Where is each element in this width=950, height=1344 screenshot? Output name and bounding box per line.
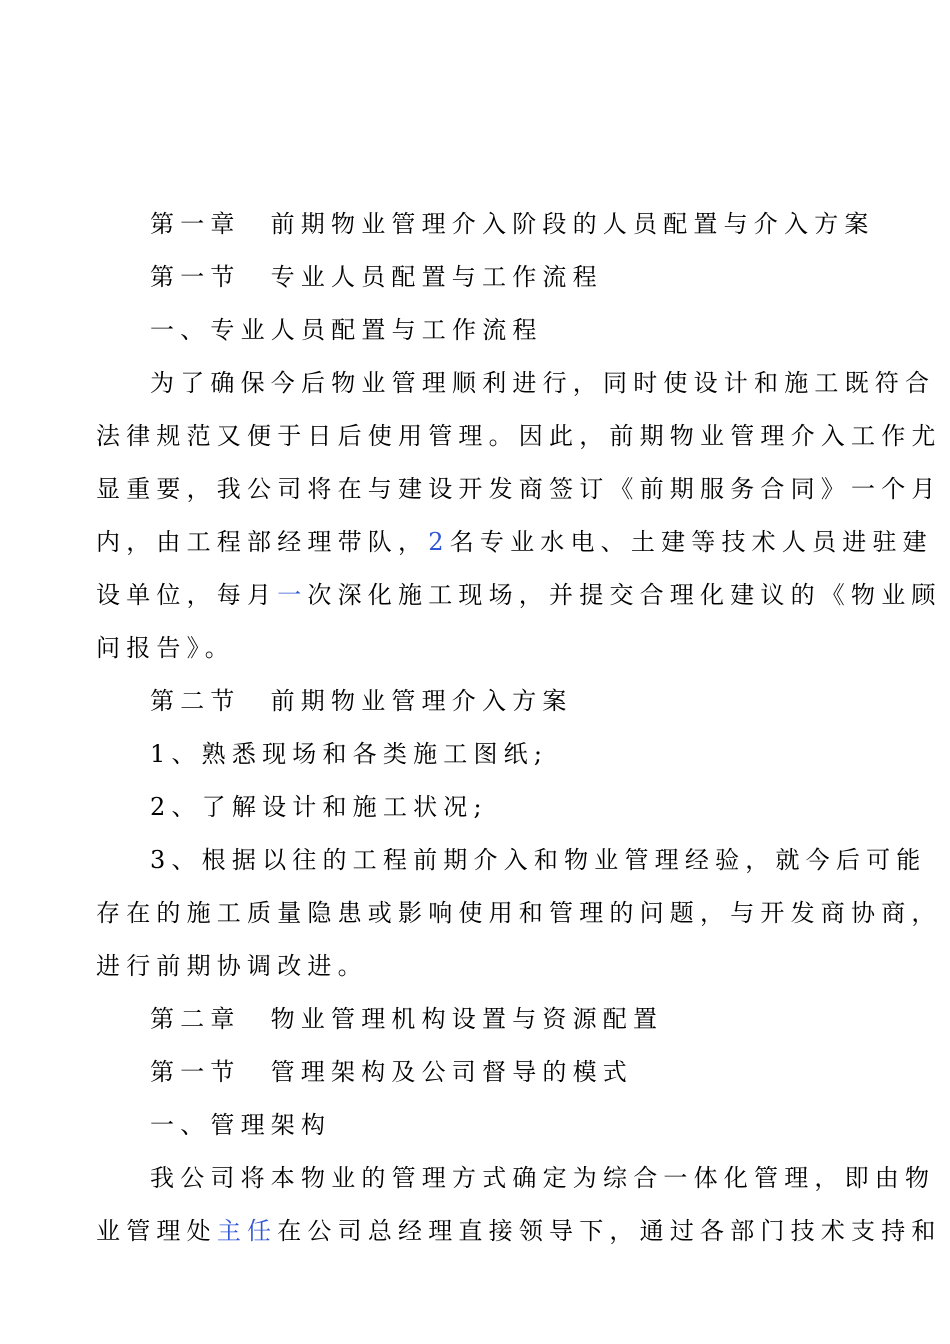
chapter-1-heading xyxy=(150,204,876,244)
text-run: 名专业水电、土建等技术人员进驻建 xyxy=(449,528,933,556)
paragraph-line: 问报告》。 xyxy=(96,634,235,662)
list-item: 1、熟悉现场和各类施工图纸; xyxy=(150,740,549,768)
paragraph-line: 显重要，我公司将在与建设开发商签订《前期服务合同》一个月 xyxy=(96,475,942,503)
section-number: 第一节 xyxy=(150,263,241,291)
section-number: 第一节 xyxy=(150,1058,241,1086)
list-item-continuation: 进行前期协调改进。 xyxy=(96,952,368,980)
list-item: 3、根据以往的工程前期介入和物业管理经验，就今后可能 xyxy=(150,846,927,874)
paragraph-line xyxy=(96,575,942,615)
chapter-number: 第二章 xyxy=(150,1005,241,1033)
section-title: 专业人员配置与工作流程 xyxy=(270,263,603,291)
chapter-2-heading xyxy=(150,999,876,1039)
text-run: 业管理处 xyxy=(96,1217,217,1245)
list-item-continuation: 存在的施工质量隐患或影响使用和管理的问题，与开发商协商， xyxy=(96,899,942,927)
section-heading xyxy=(150,1052,876,1092)
section-title: 前期物业管理介入方案 xyxy=(270,687,573,715)
paragraph-line xyxy=(96,1211,942,1251)
section-number: 第二节 xyxy=(150,687,241,715)
paragraph-line: 法律规范又便于日后使用管理。因此，前期物业管理介入工作尤 xyxy=(96,422,942,450)
text-run: 内，由工程部经理带队， xyxy=(96,528,429,556)
chapter-number: 第一章 xyxy=(150,210,241,238)
text-run: 设单位，每月 xyxy=(96,581,278,609)
paragraph-line xyxy=(96,522,933,562)
subsection-heading: 一、管理架构 xyxy=(150,1111,332,1139)
section-heading xyxy=(150,257,876,297)
highlighted-number: 一 xyxy=(277,581,308,609)
text-run: 在公司总经理直接领导下，通过各部门技术支持和 xyxy=(277,1217,942,1245)
highlighted-number: 2 xyxy=(428,528,450,556)
paragraph-line: 我公司将本物业的管理方式确定为综合一体化管理，即由物 xyxy=(150,1164,936,1192)
chapter-title: 前期物业管理介入阶段的人员配置与介入方案 xyxy=(270,210,875,238)
text-run: 次深化施工现场，并提交合理化建议的《物业顾 xyxy=(307,581,942,609)
chapter-title: 物业管理机构设置与资源配置 xyxy=(270,1005,664,1033)
list-item: 2、了解设计和施工状况; xyxy=(150,793,488,821)
subsection-heading: 一、专业人员配置与工作流程 xyxy=(150,316,543,344)
section-heading xyxy=(150,681,876,721)
section-title: 管理架构及公司督导的模式 xyxy=(270,1058,634,1086)
highlighted-text: 主任 xyxy=(216,1217,278,1245)
paragraph-line: 为了确保今后物业管理顺利进行，同时使设计和施工既符合 xyxy=(150,369,936,397)
